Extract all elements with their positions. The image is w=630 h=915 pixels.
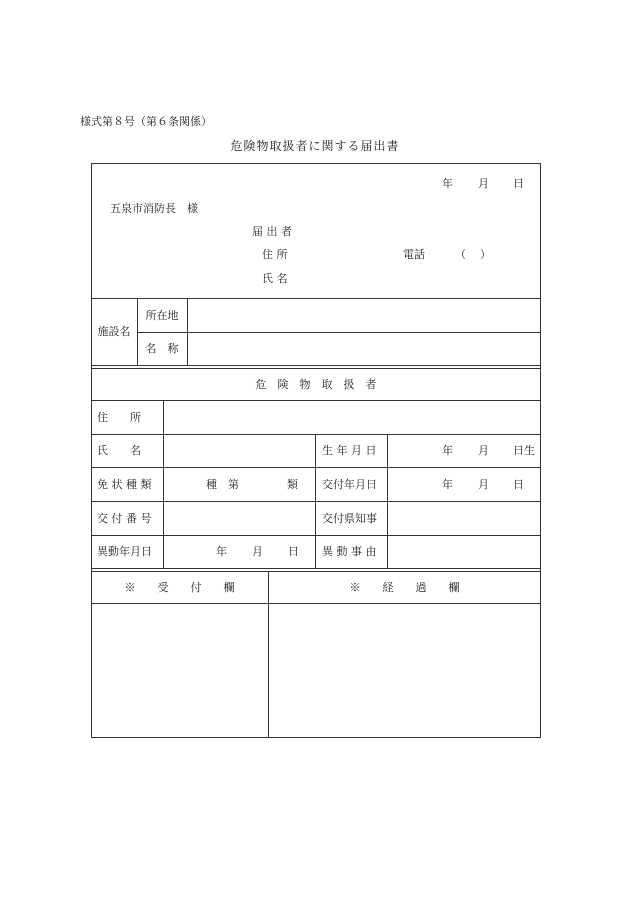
change-day-label: 日: [288, 545, 299, 558]
issue-year-label: 年: [442, 477, 453, 491]
date-day-label: 日: [513, 177, 524, 190]
change-reason-field[interactable]: [392, 535, 536, 568]
license-type-suffix: 類: [287, 477, 298, 491]
birth-year-label: 年: [442, 444, 453, 457]
divider-facility-labels: [187, 298, 188, 365]
change-month-label: 月: [252, 545, 263, 558]
issue-date-label: 交付年月日: [322, 477, 377, 491]
facility-name-field[interactable]: [192, 332, 537, 365]
facility-location-field[interactable]: [192, 298, 537, 332]
form-number: 様式第８号（第６条関係）: [80, 115, 212, 128]
license-type-label: 免 状 種 類: [97, 477, 152, 491]
facility-name-label: 名 称: [145, 342, 179, 355]
birth-month-label: 月: [478, 444, 489, 457]
divider-name-row: [91, 467, 541, 468]
progress-column-header: ※ 経 過 欄: [349, 580, 460, 594]
license-class-label: 第: [228, 477, 239, 491]
birth-date-label: 生 年 月 日: [322, 444, 377, 457]
addressee: 五泉市消防長 様: [110, 202, 198, 215]
form-title: 危険物取扱者に関する届出書: [230, 139, 400, 153]
applicant-name-label: 氏 名: [262, 272, 288, 285]
issue-number-label: 交 付 番 号: [97, 511, 152, 525]
handler-address-field[interactable]: [168, 400, 536, 434]
reception-area: [92, 604, 267, 737]
divider-facility-bottom-1: [91, 365, 541, 366]
handler-section-title: 危 険 物 取 扱 者: [255, 377, 377, 391]
change-reason-label: 異 動 事 由: [322, 545, 377, 558]
phone-label: 電話: [403, 248, 425, 261]
issue-day-label: 日: [513, 477, 524, 491]
handler-name-label: 氏 名: [97, 444, 141, 457]
applicant-label: 届 出 者: [252, 225, 292, 238]
facility-location-label: 所在地: [145, 308, 179, 322]
date-year-label: 年: [442, 177, 453, 190]
date-month-label: 月: [478, 177, 489, 190]
divider-handler-labels: [163, 400, 164, 568]
birth-day-label: 日生: [513, 444, 535, 457]
divider-handler-middle: [315, 434, 316, 568]
issuer-label: 交付県知事: [322, 511, 377, 525]
divider-handler-right-labels: [387, 434, 388, 568]
progress-area: [269, 604, 540, 737]
phone-paren-close: ）: [480, 248, 491, 261]
handler-name-field[interactable]: [168, 434, 310, 467]
issue-number-field[interactable]: [168, 501, 310, 535]
reception-column-header: ※ 受 付 欄: [124, 580, 235, 594]
divider-change-row-1: [91, 568, 541, 569]
handler-address-label: 住 所: [97, 410, 141, 424]
phone-paren-open: （: [455, 248, 466, 261]
change-date-label: 異動年月日: [97, 545, 152, 558]
license-kind-label: 種: [206, 477, 217, 491]
change-year-label: 年: [216, 545, 227, 558]
issuer-field[interactable]: [392, 501, 536, 535]
divider-address-row: [91, 434, 541, 435]
issue-month-label: 月: [478, 477, 489, 491]
facility-group-label: 施設名: [97, 325, 131, 338]
applicant-address-label: 住 所: [262, 248, 288, 261]
